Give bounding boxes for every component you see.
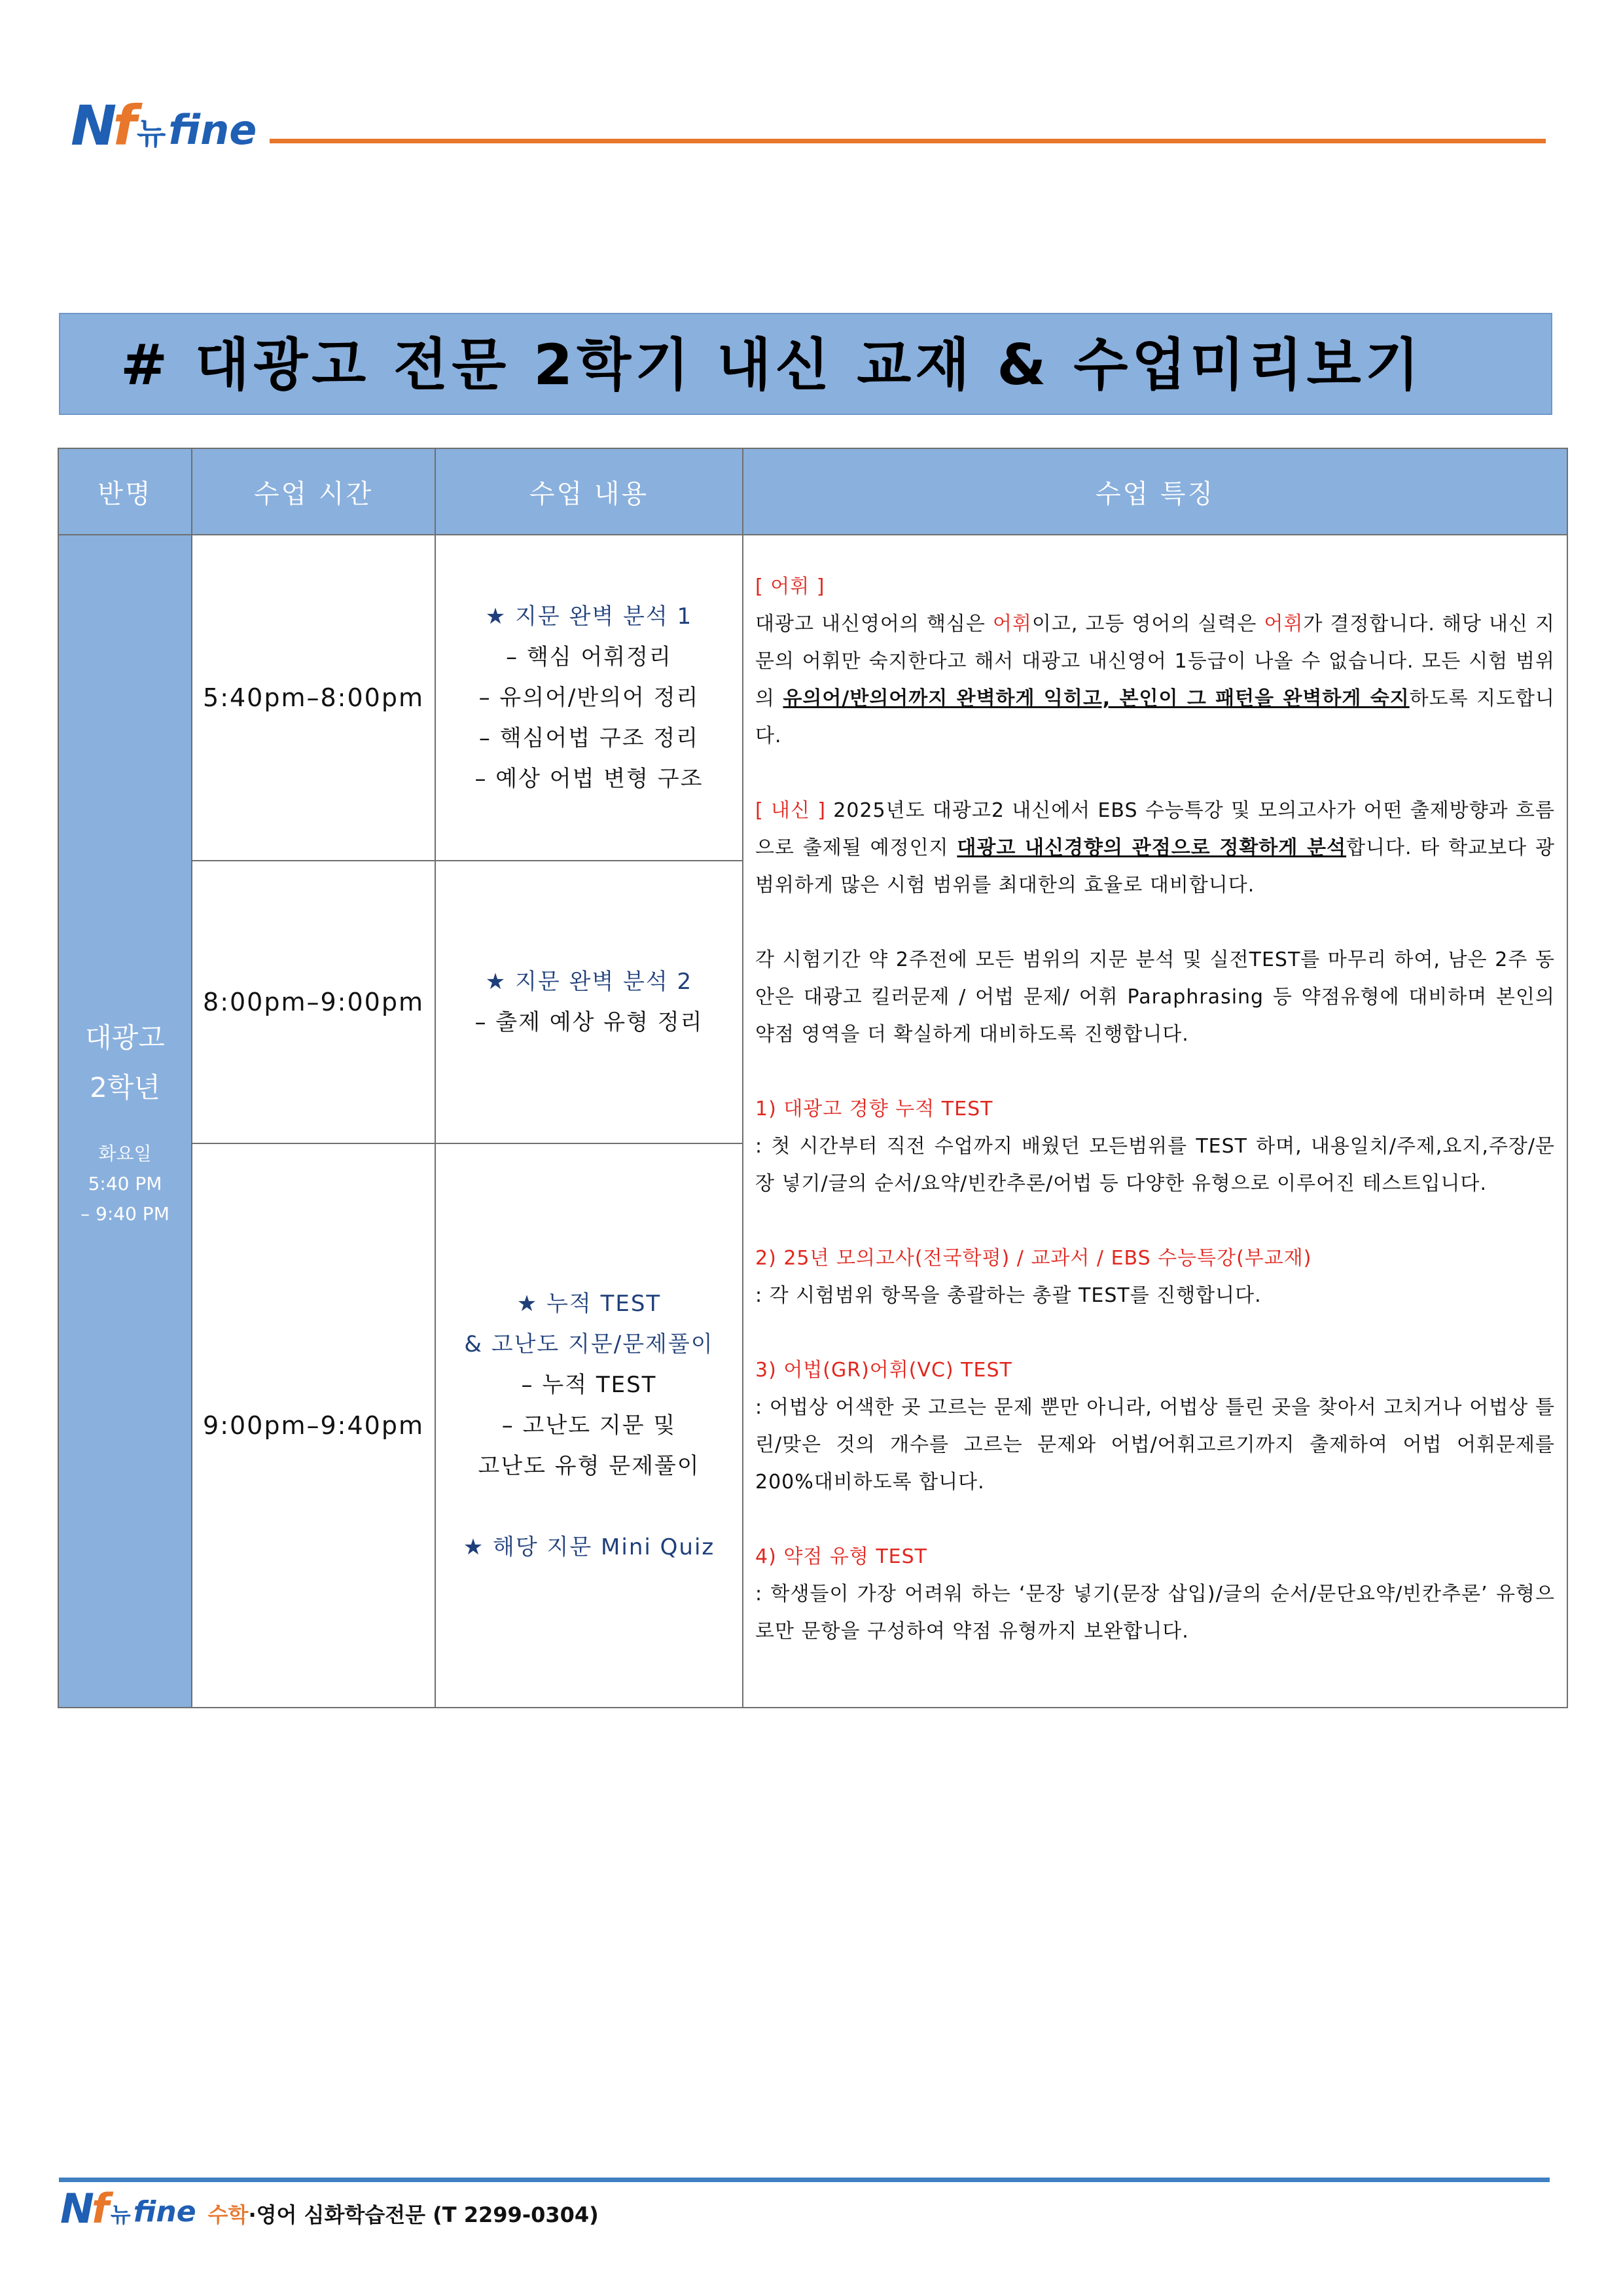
header-class-name: 반명 (58, 448, 192, 535)
features-cell (743, 535, 1567, 1708)
class-schedule (60, 1139, 190, 1229)
class-name-grade: 2학년 (90, 1071, 160, 1103)
content-cell (435, 535, 743, 861)
vocab-label: [ 어휘 ] (755, 575, 825, 598)
logo-mark: Nf (71, 94, 133, 158)
naesin-paragraph: [ 내신 ] 2025년도 대광고2 내신에서 EBS 수능특강 및 모의고사가 어떤 출제방향과 흐름으로 출제될 예정인지 대광고 내신경향의 관점으로 정확하게 분석합니다. 타 학교보다 광범위하게 많은 시험 범위를 최대한의 효율로 대비합니다. (755, 799, 1555, 897)
feature-item-title: 4) 약점 유형 TEST (755, 1545, 927, 1568)
feature-item-title: 1) 대광고 경향 누적 TEST (755, 1098, 993, 1121)
footer-tagline: 수학·영어 심화학습전문 (T 2299-0304) (207, 2202, 599, 2227)
feature-item-text: : 첫 시간부터 직전 수업까지 배웠던 모든범위를 TEST 하며, 내용일치/주제,요지,주장/문장 넣기/글의 순서/요약/빈칸추론/어법 등 다양한 유형으로 이루어진 테스트입니다. (755, 1135, 1555, 1195)
header-divider (270, 139, 1546, 143)
page-title: # 대광고 전문 2학기 내신 교재 & 수업미리보기 (120, 332, 1423, 398)
content-line: – 출제 예상 유형 정리 (474, 1009, 704, 1035)
content-heading: ★ 해당 지문 Mini Quiz (463, 1534, 715, 1560)
time-cell: 9:00pm–9:40pm (192, 1143, 435, 1708)
content-line: – 고난도 지문 및 (501, 1412, 677, 1439)
logo-korean: 뉴 (110, 2202, 131, 2227)
footer-divider (59, 2178, 1550, 2182)
content-heading: ★ 지문 완벽 분석 2 (485, 969, 693, 995)
title-banner (59, 313, 1552, 415)
content-line: – 유의어/반의어 정리 (478, 685, 700, 711)
schedule-table (58, 448, 1568, 1708)
content-line: – 누적 TEST (521, 1372, 657, 1398)
table-row (58, 535, 1567, 861)
content-line: – 핵심 어휘정리 (506, 644, 672, 670)
class-end-time: – 9:40 PM (80, 1203, 169, 1225)
content-line: – 핵심어법 구조 정리 (478, 725, 700, 751)
class-cell (58, 535, 192, 1708)
feature-item-text: : 학생들이 가장 어려워 하는 ‘문장 넣기(문장 삽입)/글의 순서/문단요약/빈칸추론’ 유형으로만 문항을 구성하여 약점 유형까지 보완합니다. (755, 1583, 1555, 1643)
feature-item-title: 2) 25년 모의고사(전국학평) / 교과서 / EBS 수능특강(부교재) (755, 1247, 1312, 1270)
class-day: 화요일 (98, 1143, 152, 1164)
logo-mark: Nf (60, 2185, 107, 2233)
header-class-time: 수업 시간 (192, 448, 435, 535)
header-class-features: 수업 특징 (743, 448, 1567, 535)
footer-logo (60, 2185, 599, 2233)
exam-period-paragraph: 각 시험기간 약 2주전에 모든 범위의 지문 분석 및 실전TEST를 마무리 하여, 남은 2주 동안은 대광고 킬러문제 / 어법 문제/ 어휘 Paraphrasing 등 약점유형에 대비하며 본인의 약점 영역을 더 확실하게 대비하도록 진행합니다. (755, 948, 1555, 1046)
feature-item-text: : 각 시험범위 항목을 총괄하는 총괄 TEST를 진행합니다. (755, 1284, 1262, 1307)
time-cell: 8:00pm–9:00pm (192, 861, 435, 1143)
vocab-paragraph: 대광고 내신영어의 핵심은 어휘이고, 고등 영어의 실력은 어휘가 결정합니다. 해당 내신 지문의 어휘만 숙지한다고 해서 대광고 내신영어 1등급이 나올 수 없습니다. 모든 시험 범위의 유의어/반의어까지 완벽하게 익히고, 본인이 그 패턴을 완벽하게 숙지하도록 지도합니다. (755, 613, 1555, 747)
content-cell (435, 861, 743, 1143)
class-name-school: 대광고 (85, 1022, 165, 1054)
logo-fine: fine (133, 2195, 196, 2229)
content-line: 고난도 유형 문제풀이 (478, 1453, 700, 1479)
logo-fine: fine (168, 106, 257, 154)
feature-item-text: : 어법상 어색한 곳 고르는 문제 뿐만 아니라, 어법상 틀린 곳을 찾아서 고치거나 어법상 틀린/맞은 것의 개수를 고르는 문제와 어법/어휘고르기까지 출제하여 어법 어휘문제를 200%대비하도록 합니다. (755, 1396, 1555, 1494)
content-heading: & 고난도 지문/문제풀이 (464, 1331, 714, 1357)
class-start-time: 5:40 PM (88, 1173, 162, 1194)
feature-item-title: 3) 어법(GR)어휘(VC) TEST (755, 1359, 1012, 1382)
time-cell: 5:40pm–8:00pm (192, 535, 435, 861)
content-line: – 예상 어법 변형 구조 (474, 766, 704, 792)
content-cell (435, 1143, 743, 1708)
brand-logo (71, 94, 257, 158)
table-header-row (58, 448, 1567, 535)
content-heading: ★ 누적 TEST (516, 1291, 662, 1317)
content-heading: ★ 지문 완벽 분석 1 (485, 603, 693, 630)
logo-korean: 뉴 (136, 116, 166, 151)
header-class-content: 수업 내용 (435, 448, 743, 535)
